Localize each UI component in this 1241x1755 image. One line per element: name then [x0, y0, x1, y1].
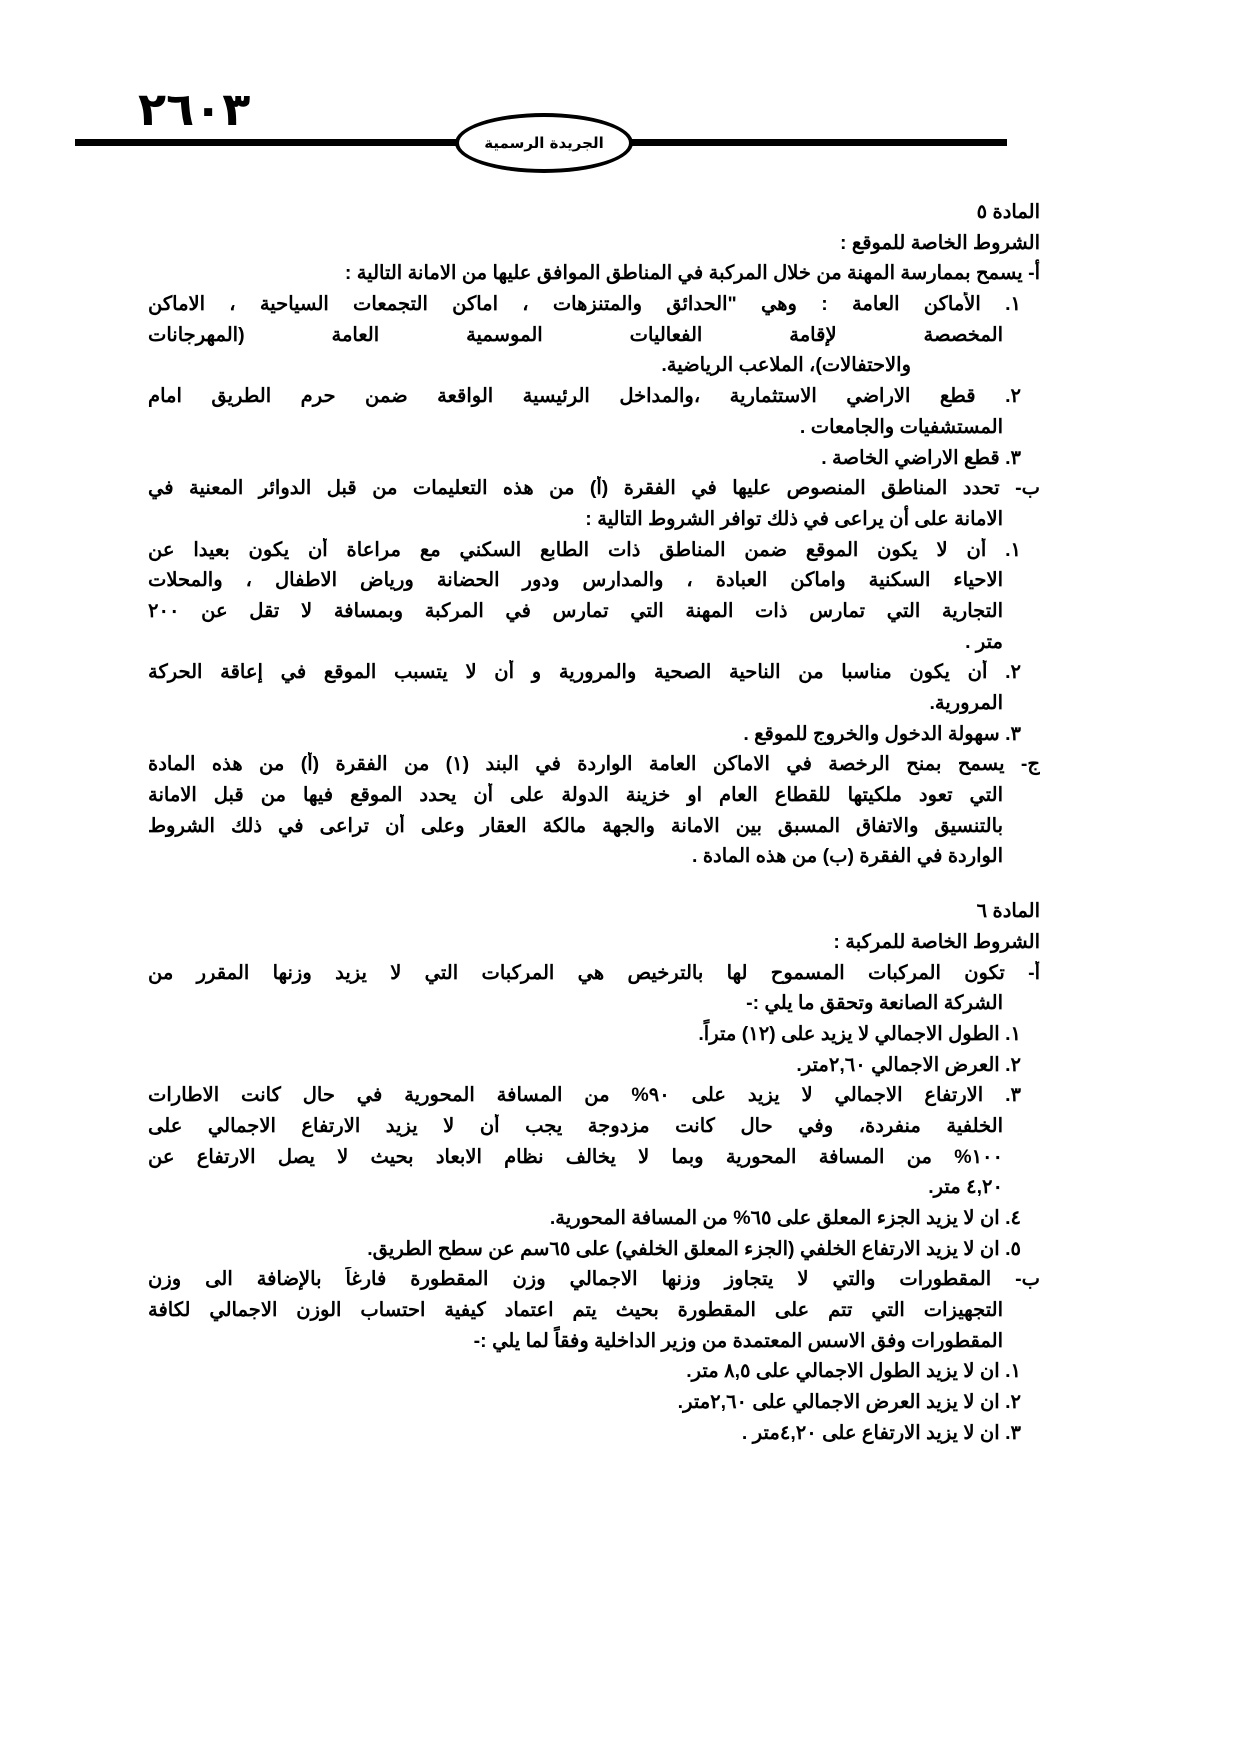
item-line: المخصصة لإقامة الفعاليات الموسمية العامة (المهرجانات — [148, 323, 1003, 346]
item-line: التجارية التي تمارس ذات المهنة التي تمارس في المركبة وبمسافة لا تقل عن ٢٠٠ — [148, 599, 1003, 622]
clause-line: التجهيزات التي تتم على المقطورة بحيث يتم اعتماد كيفية احتساب الوزن الاجمالي لكافة — [148, 1299, 1003, 1322]
gazette-title: الجريدة الرسمية — [484, 134, 604, 152]
clause-line: الشركة الصانعة وتحقق ما يلي :- — [746, 992, 1003, 1015]
clause-a: أ- يسمح بممارسة المهنة من خلال المركبة في المناطق الموافق عليها من الامانة التالية : — [344, 262, 1040, 285]
article-5 — [0, 200, 1241, 875]
clause-line: الامانة على أن يراعى في ذلك توافر الشروط التالية : — [585, 507, 1003, 530]
item-line: ٥. ان لا يزيد الارتفاع الخلفي (الجزء المعلق الخلفي) على ٦٥سم عن سطح الطريق. — [367, 1237, 1021, 1260]
item-line: المستشفيات والجامعات . — [799, 415, 1003, 438]
clause-line: بالتنسيق والاتفاق المسبق بين الامانة والجهة مالكة العقار وعلى أن تراعى في ذلك الشروط — [148, 814, 1003, 837]
clause-b: ب- المقطورات والتي لا يتجاوز وزنها الاجمالي وزن المقطورة فارغاً بالإضافة الى وزن — [148, 1268, 1040, 1291]
item-line: ٢. ان لا يزيد العرض الاجمالي على ٢,٦٠متر. — [677, 1391, 1021, 1414]
item-line: الخلفية منفردة، وفي حال كانت مزدوجة يجب أن لا يزيد الارتفاع الاجمالي على — [148, 1114, 1003, 1137]
clause-a: أ- تكون المركبات المسموح لها بالترخيص هي المركبات التي لا يزيد وزنها المقرر من — [148, 961, 1040, 984]
item-line: ١. ان لا يزيد الطول الاجمالي على ٨,٥ متر. — [686, 1360, 1021, 1383]
clause-c: ج- يسمح بمنح الرخصة في الاماكن العامة الواردة في البند (١) من الفقرة (أ) من هذه المادة — [148, 753, 1040, 776]
page-number: ٢٦٠٣ — [138, 82, 251, 136]
item-line: ١. الطول الاجمالي لا يزيد على (١٢) متراً. — [698, 1022, 1021, 1045]
article-title: المادة ٥ — [976, 201, 1040, 223]
item-line: ٤,٢٠ متر. — [928, 1176, 1003, 1199]
item-line: ٢. أن يكون مناسبا من الناحية الصحية والمرورية و أن لا يتسبب الموقع في إعاقة الحركة — [148, 661, 1021, 684]
item-line: ١٠٠% من المسافة المحورية وبما لا يخالف نظام الابعاد بحيث لا يصل الارتفاع عن — [148, 1145, 1003, 1168]
item-line: المرورية. — [929, 692, 1003, 714]
item-line: ٣. سهولة الدخول والخروج للموقع . — [743, 722, 1021, 745]
section-heading: الشروط الخاصة للمركبة : — [833, 930, 1040, 953]
gazette-title-oval — [455, 113, 633, 173]
article-6 — [0, 899, 1241, 1451]
clause-line: الواردة في الفقرة (ب) من هذه المادة . — [692, 845, 1003, 868]
item-line: ٢. العرض الاجمالي ٢,٦٠متر. — [796, 1053, 1021, 1076]
clause-b: ب- تحدد المناطق المنصوص عليها في الفقرة (أ) من هذه التعليمات من قبل الدوائر المعنية في — [148, 477, 1040, 500]
item-line: ٤. ان لا يزيد الجزء المعلق على ٦٥% من المسافة المحورية. — [549, 1207, 1021, 1229]
item-line: والاحتفالات)، الملاعب الرياضية. — [661, 354, 911, 377]
document-body — [0, 200, 1241, 1452]
section-heading: الشروط الخاصة للموقع : — [839, 231, 1040, 254]
clause-line: التي تعود ملكيتها للقطاع العام او خزينة الدولة على أن يحدد الموقع فيها من قبل الامانة — [148, 784, 1003, 807]
article-title: المادة ٦ — [976, 900, 1040, 923]
clause-line: المقطورات وفق الاسس المعتمدة من وزير الداخلية وفقاً لما يلي :- — [473, 1329, 1003, 1352]
item-line: ٣. قطع الاراضي الخاصة . — [821, 446, 1021, 469]
item-line: ٣. ان لا يزيد الارتفاع على ٤,٢٠متر . — [741, 1421, 1021, 1444]
item-line: ١. الأماكن العامة : وهي "الحدائق والمتنزهات ، اماكن التجمعات السياحية ، الاماكن — [148, 293, 1021, 316]
item-line: ٣. الارتفاع الاجمالي لا يزيد على ٩٠% من المسافة المحورية في حال كانت الاطارات — [148, 1084, 1021, 1107]
item-line: الاحياء السكنية واماكن العبادة ، والمدارس ودور الحضانة ورياض الاطفال ، والمحلات — [148, 569, 1003, 592]
item-line: ١. أن لا يكون الموقع ضمن المناطق ذات الطابع السكني مع مراعاة أن يكون بعيدا عن — [148, 538, 1021, 561]
item-line: متر . — [965, 630, 1003, 653]
item-line: ٢. قطع الاراضي الاستثمارية ،والمداخل الرئيسية الواقعة ضمن حرم الطريق امام — [148, 385, 1021, 408]
